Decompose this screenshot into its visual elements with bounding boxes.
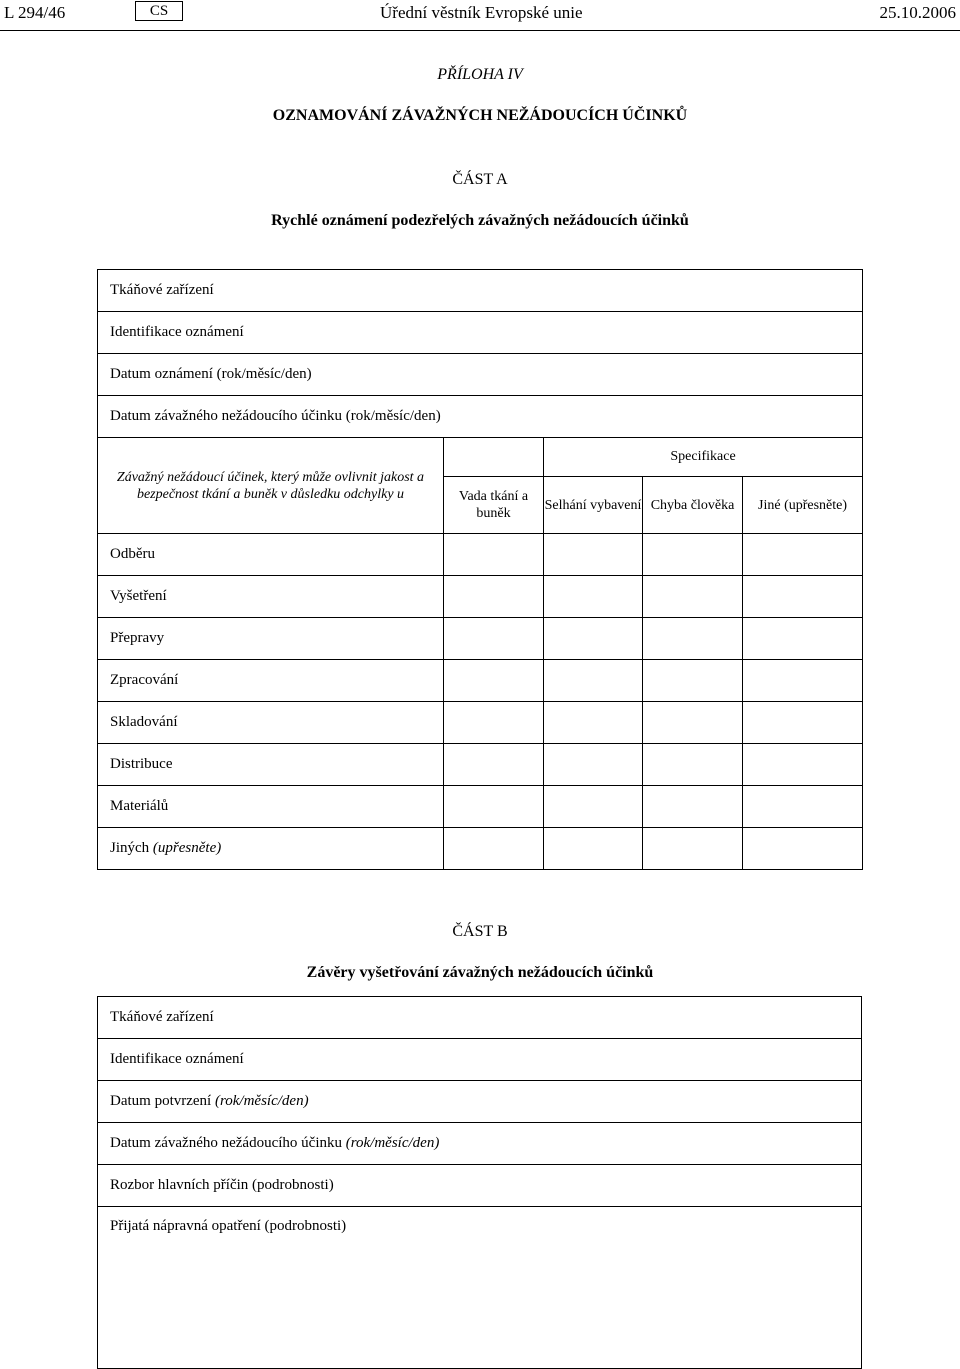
matrix-cell[interactable] (444, 744, 544, 786)
field-label: Datum potvrzení (110, 1093, 212, 1109)
matrix-cell[interactable] (444, 534, 544, 576)
matrix-cell[interactable] (643, 786, 743, 828)
document-title: OZNAMOVÁNÍ ZÁVAŽNÝCH NEŽÁDOUCÍCH ÚČINKŮ (272, 107, 688, 124)
row-label: Zpracování (98, 660, 444, 702)
field-corrective-measures[interactable] (98, 1207, 862, 1369)
matrix-cell[interactable] (544, 660, 643, 702)
row-label: Přepravy (98, 618, 444, 660)
part-b-form (97, 996, 862, 1369)
matrix-cell[interactable] (544, 702, 643, 744)
field-label: Tkáňové zařízení (110, 1009, 214, 1025)
matrix-cell[interactable] (444, 618, 544, 660)
matrix-cell[interactable] (544, 618, 643, 660)
matrix-cell[interactable] (444, 786, 544, 828)
matrix-cell[interactable] (643, 618, 743, 660)
matrix-cell[interactable] (743, 618, 863, 660)
header-rule (0, 30, 960, 31)
matrix-cell[interactable] (544, 828, 643, 870)
field-label: Datum závažného nežádoucího účinku (110, 1135, 342, 1151)
matrix-cell[interactable] (444, 576, 544, 618)
part-b-subheading: Závěry vyšetřování závažných nežádoucích účinků (306, 964, 654, 981)
matrix-cell[interactable] (643, 576, 743, 618)
matrix-cell[interactable] (544, 744, 643, 786)
annex-label: PŘÍLOHA IV (437, 66, 523, 83)
row-label: Skladování (98, 702, 444, 744)
field-tissue-establishment[interactable] (98, 997, 862, 1039)
matrix-cell[interactable] (743, 702, 863, 744)
field-label: Identifikace oznámení (110, 1051, 244, 1067)
field-confirmation-date[interactable] (98, 1081, 862, 1123)
column-other: Jiné (upřesněte) (743, 477, 863, 534)
column-tissue-defect: Vada tkání a buněk (444, 477, 544, 534)
matrix-cell[interactable] (544, 576, 643, 618)
matrix-cell[interactable] (743, 786, 863, 828)
field-reaction-date[interactable] (98, 1123, 862, 1165)
matrix-cell[interactable] (444, 660, 544, 702)
row-label-other (98, 828, 444, 870)
matrix-cell[interactable] (743, 576, 863, 618)
journal-name: Úřední věstník Evropské unie (380, 3, 583, 22)
column-human-error: Chyba člověka (643, 477, 743, 534)
matrix-label: Závažný nežádoucí účinek, který může ovlivnit jakost a bezpečnost tkání a buněk v důsledku odchylky u (98, 438, 444, 534)
column-equipment-failure: Selhání vybavení (544, 477, 643, 534)
part-a-subheading: Rychlé oznámení podezřelých závažných nežádoucích účinků (271, 212, 689, 229)
matrix-cell[interactable] (643, 744, 743, 786)
matrix-cell[interactable] (643, 702, 743, 744)
field-note: (rok/měsíc/den) (345, 1135, 440, 1151)
part-a-form (97, 269, 863, 870)
field-report-identification[interactable] (98, 1039, 862, 1081)
matrix-cell[interactable] (643, 828, 743, 870)
matrix-cell[interactable] (544, 534, 643, 576)
page-reference: L 294/46 (4, 3, 66, 22)
matrix-cell[interactable] (444, 702, 544, 744)
publication-date: 25.10.2006 (879, 3, 956, 22)
matrix-cell[interactable] (643, 534, 743, 576)
field-reaction-date[interactable]: Datum závažného nežádoucího účinku (rok/měsíc/den) (98, 396, 863, 438)
row-label: Vyšetření (98, 576, 444, 618)
field-report-identification[interactable]: Identifikace oznámení (98, 312, 863, 354)
field-root-cause-analysis[interactable] (98, 1165, 862, 1207)
row-label: Materiálů (98, 786, 444, 828)
matrix-cell[interactable] (444, 828, 544, 870)
field-label: Rozbor hlavních příčin (podrobnosti) (110, 1177, 334, 1193)
matrix-cell[interactable] (743, 744, 863, 786)
field-tissue-establishment[interactable]: Tkáňové zařízení (98, 270, 863, 312)
matrix-cell[interactable] (643, 660, 743, 702)
part-a-heading: ČÁST A (452, 171, 508, 188)
field-label: Přijatá nápravná opatření (podrobnosti) (110, 1218, 347, 1234)
matrix-cell[interactable] (544, 786, 643, 828)
row-label: Odběru (98, 534, 444, 576)
matrix-cell[interactable] (743, 828, 863, 870)
matrix-cell[interactable] (743, 534, 863, 576)
row-label: Jiných (110, 840, 150, 856)
field-report-date[interactable]: Datum oznámení (rok/měsíc/den) (98, 354, 863, 396)
field-note: (rok/měsíc/den) (214, 1093, 309, 1109)
language-badge: CS (135, 1, 183, 21)
matrix-cell[interactable] (743, 660, 863, 702)
specification-header: Specifikace (544, 438, 863, 477)
part-b-heading: ČÁST B (452, 923, 508, 940)
page-header (0, 0, 960, 31)
row-note: (upřesněte) (152, 840, 222, 856)
row-label: Distribuce (98, 744, 444, 786)
